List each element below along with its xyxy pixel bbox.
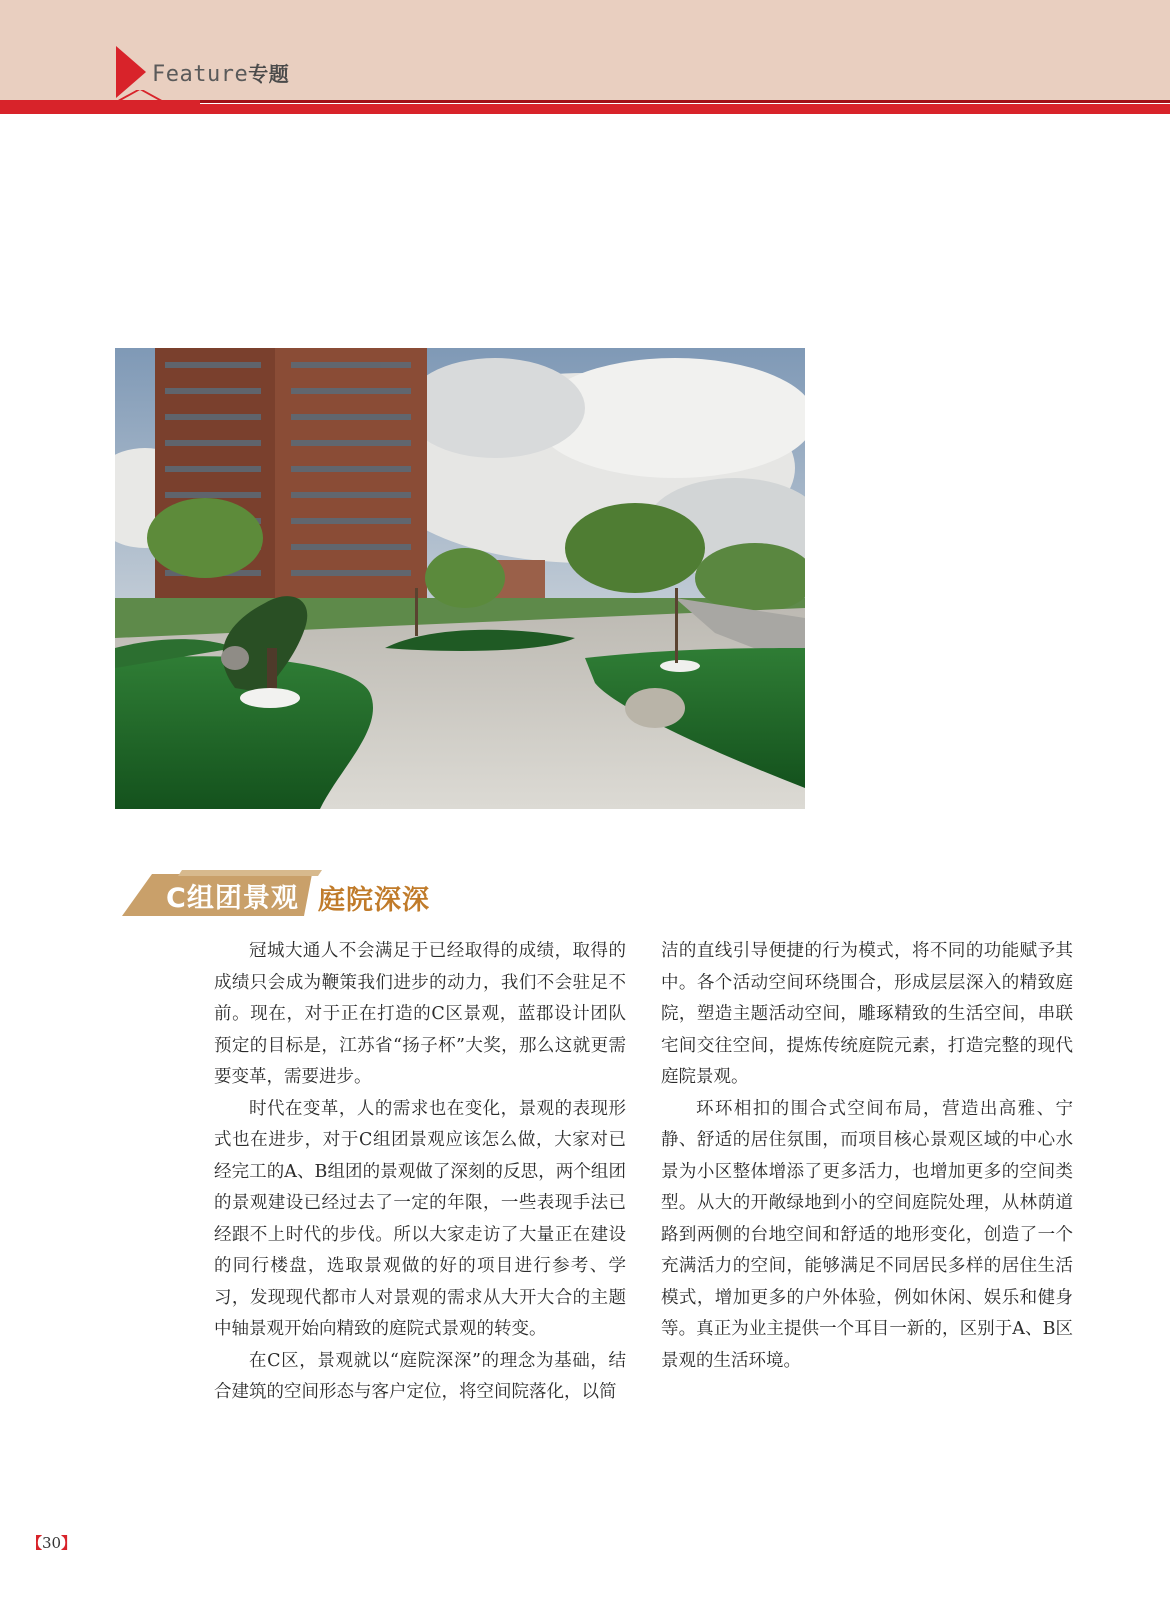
header-notch-shape	[0, 90, 200, 116]
paragraph: 冠城大通人不会满足于已经取得的成绩，取得的成绩只会成为鞭策我们进步的动力，我们不会驻足不前。现在，对于正在打造的C区景观，蓝郡设计团队预定的目标是，江苏省“扬子杯”大奖，那么这就更需要变革，需要进步。	[214, 941, 626, 1087]
section-header-label	[152, 58, 289, 87]
page-number-value: 30	[42, 1534, 62, 1552]
page-number-close-bracket: 】	[61, 1534, 77, 1552]
paragraph: 在C区，景观就以“庭院深深”的理念为基础，结合建筑的空间形态与客户定位，将空间院落化，以简	[214, 1350, 626, 1402]
courtyard-garden-photo	[115, 348, 805, 809]
body-column-right	[661, 936, 1073, 1377]
paragraph: 时代在变革，人的需求也在变化，景观的表现形式也在进步，对于C组团景观应该怎么做，大家对已经完工的A、B组团的景观做了深刻的反思，两个组团的景观建设已经过去了一定的年限，一些表现手法已经跟不上时代的步伐。所以大家走访了大量正在建设的同行楼盘，选取景观做的好的项目进行参考、学习，发现现代都市人对景观的需求从大开大合的主题中轴景观开始向精致的庭院式景观的转变。	[214, 1098, 626, 1339]
body-column-left	[214, 936, 626, 1409]
section-header-cn: 专题	[248, 62, 290, 86]
header-arrow-icon	[116, 46, 146, 98]
page-number-open-bracket: 【	[27, 1534, 43, 1552]
section-title-right: 庭院深深	[318, 885, 430, 916]
section-header-en: Feature	[152, 62, 249, 87]
paragraph: 环环相扣的围合式空间布局，营造出高雅、宁静、舒适的居住氛围，而项目核心景观区域的中心水景为小区整体增添了更多活力，也增加更多的空间类型。从大的开敞绿地到小的空间庭院处理，从林荫道路到两侧的台地空间和舒适的地形变化，创造了一个充满活力的空间，能够满足不同居民多样的居住生活模式，增加更多的户外体验，例如休闲、娱乐和健身等。真正为业主提供一个耳目一新的，区别于A、B区景观的生活环境。	[661, 1098, 1073, 1371]
section-title-left: C组团景观	[166, 883, 299, 914]
page-number	[27, 1532, 76, 1553]
paragraph: 洁的直线引导便捷的行为模式，将不同的功能赋予其中。各个活动空间环绕围合，形成层层深入的精致庭院，塑造主题活动空间，雕琢精致的生活空间，串联宅间交往空间，提炼传统庭院元素，打造完整的现代庭院景观。	[661, 941, 1073, 1087]
